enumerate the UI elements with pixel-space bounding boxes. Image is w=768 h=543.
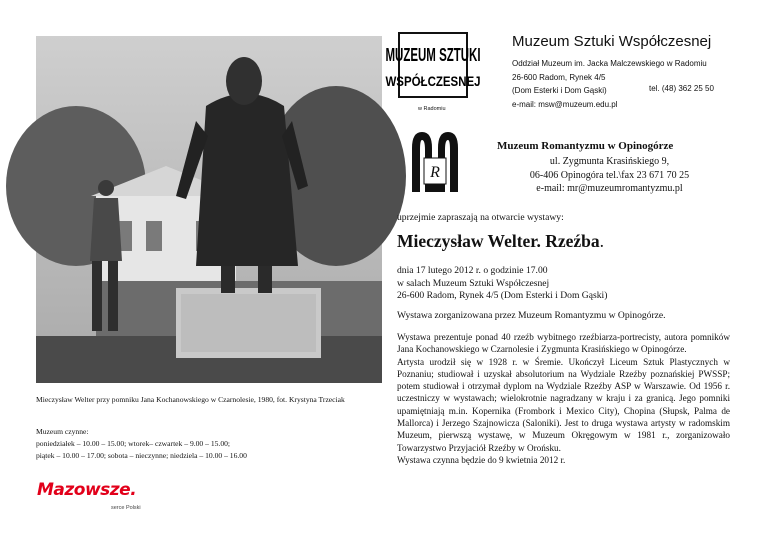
organizer-note: Wystawa zorganizowana przez Muzeum Romantyzmu w Opinogórze. bbox=[397, 310, 666, 321]
mazowsze-logo bbox=[37, 480, 157, 522]
mazowsze-wordmark: Mazowsze. bbox=[37, 480, 137, 500]
mr-email: e-mail: mr@muzeumromantyzmu.pl bbox=[536, 183, 683, 194]
opening-address: 26-600 Radom, Rynek 4/5 (Dom Esterki i Dom Gąski) bbox=[397, 290, 608, 301]
msw-phone: tel. (48) 362 25 50 bbox=[649, 84, 714, 93]
mazowsze-tagline: serce Polski bbox=[111, 505, 141, 511]
msw-title: Muzeum Sztuki Współczesnej bbox=[512, 33, 712, 50]
description-paragraph: Artysta urodził się w 1928 r. w Śremie. Ukończył Liceum Sztuk Plastycznych w Poznaniu; studiował i uzyskał absolutorium na Wydziale Rzeźby poznańskiej PWSSP; potem studiował i otrzymał dyplom na Wydziale Rzeźby ASP w Warszawie. Od 1956 r. uczestniczy w wystawach; wielokrotnie nagradzany w kraju i za granicą. Jego pomniki upamiętniają m.in. Kopernika (Frombork i Mexico City), Chopina (Słupsk, Palma de Mallorca) i Jerzego Szajnowicza (Saloniki). Jest to druga wystawa artysty w radomskim Muzeum, pierwszą wystawę, w Muzeum Okręgowym w 1981 r., zorganizowało Towarzystwo Przyjaciół Rzeźby w Orońsku. bbox=[397, 356, 730, 453]
opening-details bbox=[397, 265, 607, 303]
hours-line: piątek – 10.00 – 17.00; sobota – nieczynne; niedziela – 10.00 – 16.00 bbox=[36, 451, 247, 460]
msw-logo bbox=[385, 32, 481, 98]
opening-venue: w salach Muzeum Sztuki Współczesnej bbox=[397, 277, 550, 289]
msw-address-line: 26-600 Radom, Rynek 4/5 bbox=[512, 72, 606, 82]
msw-email: e-mail: msw@muzeum.edu.pl bbox=[512, 99, 618, 109]
photo-caption: Mieczysław Welter przy pomniku Jana Kochanowskiego w Czarnolesie, 1980, fot. Krystyna Trzeciak bbox=[36, 395, 345, 404]
exhibition-description bbox=[397, 331, 730, 466]
mr-name: Muzeum Romantyzmu w Opinogórze bbox=[497, 140, 674, 152]
muzeum-romantyzmu-logo bbox=[410, 130, 460, 192]
hours-title: Muzeum czynne: bbox=[36, 427, 89, 436]
exhibition-title bbox=[397, 231, 604, 252]
exhibition-title-dot: . bbox=[599, 231, 605, 251]
mr-address-line: ul. Zygmunta Krasińskiego 9, bbox=[549, 156, 670, 167]
opening-hours bbox=[36, 426, 366, 462]
sculpture-photo bbox=[36, 36, 382, 383]
opening-date: dnia 17 lutego 2012 r. o godzinie 17.00 bbox=[397, 265, 548, 276]
msw-address-line: Oddział Muzeum im. Jacka Malczewskiego w Radomiu bbox=[512, 59, 707, 68]
exhibition-title-text: Mieczysław Welter. Rzeźba bbox=[397, 231, 600, 251]
msw-logo-line1: MUZEUM SZTUKI bbox=[385, 45, 481, 66]
svg-text:R: R bbox=[430, 164, 440, 181]
mr-address bbox=[497, 155, 722, 196]
msw-logo-sub: w Radomiu bbox=[418, 106, 446, 112]
invitation-intro: uprzejmie zapraszają na otwarcie wystawy: bbox=[397, 212, 564, 223]
hours-line: poniedziałek – 10.00 – 15.00; wtorek– czwartek – 9.00 – 15.00; bbox=[36, 439, 231, 448]
description-paragraph: Wystawa czynna będzie do 9 kwietnia 2012 r. bbox=[397, 454, 566, 465]
msw-logo-line2: WSPÓŁCZESNEJ bbox=[385, 74, 481, 90]
mr-address-line: 06-406 Opinogóra tel.\fax 23 671 70 25 bbox=[529, 169, 690, 181]
msw-address-line: (Dom Esterki i Dom Gąski) bbox=[512, 86, 607, 95]
description-paragraph: Wystawa prezentuje ponad 40 rzeźb wybitnego rzeźbiarza-portrecisty, autora pomników Jana Kochanowskiego w Czarnolesie i Zygmunta Krasińskiego w Opinogórze. bbox=[397, 332, 730, 355]
